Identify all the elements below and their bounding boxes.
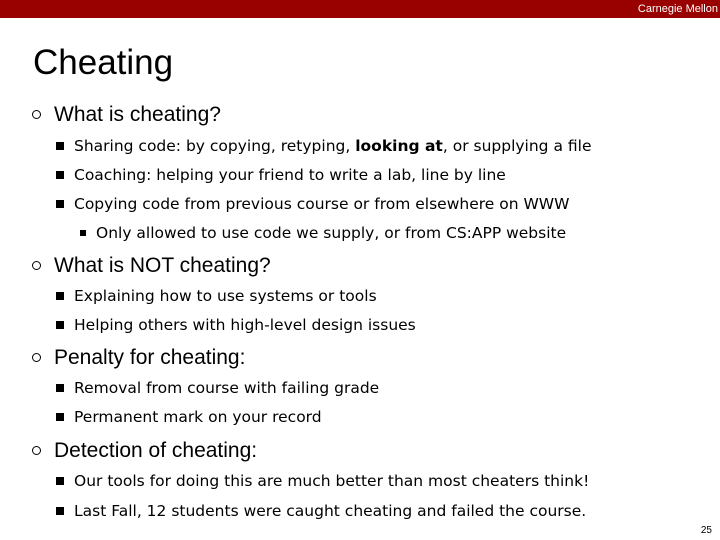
square-bullet-icon — [56, 200, 64, 208]
header-bar — [0, 0, 720, 18]
list-item-text: Coaching: helping your friend to write a lab, line by line — [74, 166, 506, 184]
square-bullet-icon — [56, 171, 64, 179]
page-number: 25 — [700, 525, 712, 536]
square-bullet-icon — [56, 507, 64, 515]
list-item-text: Sharing code: by copying, retyping, looking at, or supplying a file — [74, 137, 592, 155]
square-bullet-icon — [56, 142, 64, 150]
hollow-circle-bullet-icon — [32, 261, 41, 270]
hollow-circle-bullet-icon — [32, 446, 41, 455]
sub-list-item-text: Only allowed to use code we supply, or from CS:APP website — [96, 224, 567, 242]
list-item-text: Explaining how to use systems or tools — [74, 287, 377, 305]
square-bullet-icon — [56, 413, 64, 421]
small-square-bullet-icon — [80, 230, 86, 236]
hollow-circle-bullet-icon — [32, 110, 41, 119]
hollow-circle-bullet-icon — [32, 353, 41, 362]
list-item-text: Removal from course with failing grade — [74, 379, 380, 397]
list-item-text: Copying code from previous course or from elsewhere on WWW — [74, 195, 570, 213]
list-item-text: Permanent mark on your record — [74, 408, 322, 426]
list-item-text: Our tools for doing this are much better than most cheaters think! — [74, 472, 590, 490]
square-bullet-icon — [56, 477, 64, 485]
brand-label: Carnegie Mellon — [637, 3, 718, 15]
square-bullet-icon — [56, 292, 64, 300]
square-bullet-icon — [56, 384, 64, 392]
square-bullet-icon — [56, 321, 64, 329]
list-item-text: Helping others with high-level design issues — [74, 316, 416, 334]
slide-title: Cheating — [33, 43, 174, 82]
list-item-text: Last Fall, 12 students were caught cheating and failed the course. — [74, 502, 587, 520]
